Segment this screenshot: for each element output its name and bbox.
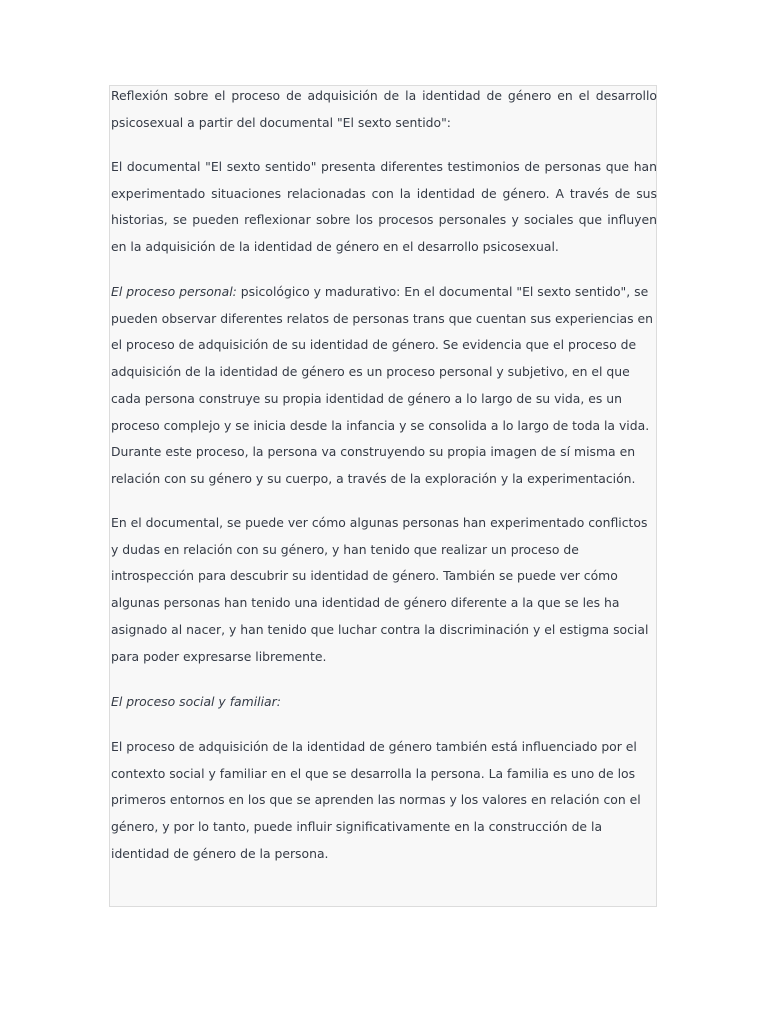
social-process-paragraph: El proceso de adquisición de la identidad de género también está influenciado por el contexto social y familiar en el que se desarrolla la persona. La familia es uno de los primeros entornos en los que se aprenden las normas y los valores en relación con el género, y por lo tanto, puede influir significativamente en la construcción de la identidad de género de la persona. <box>111 739 641 861</box>
personal-process-label: El proceso personal: <box>111 284 237 299</box>
personal-process-text: psicológico y madurativo: En el documental "El sexto sentido", se pueden observar diferentes relatos de personas trans que cuentan sus experiencias en el proceso de adquisición de su identidad de género. Se evidencia que el proceso de adquisición de la identidad de género es un proceso personal y subjetivo, en el que cada persona construye su propia identidad de género a lo largo de su vida, es un proceso complejo y se inicia desde la infancia y se consolida a lo largo de toda la vida. Durante este proceso, la persona va construyendo su propia imagen de sí misma en relación con su género y su cuerpo, a través de la exploración y la experimentación. <box>111 284 653 486</box>
personal-process-paragraph <box>111 279 657 493</box>
social-process-label-text: El proceso social y familiar: <box>111 694 281 709</box>
intro-paragraph: El documental "El sexto sentido" presenta diferentes testimonios de personas que han experimentado situaciones relacionadas con la identidad de género. A través de sus historias, se pueden reflexionar sobre los procesos personales y sociales que influyen en la adquisición de la identidad de género en el desarrollo psicosexual. <box>111 159 657 255</box>
document-text-box <box>109 85 657 907</box>
document-heading: Reflexión sobre el proceso de adquisición de la identidad de género en el desarrollo psicosexual a partir del documental "El sexto sentido": <box>111 88 657 130</box>
documental-paragraph: En el documental, se puede ver cómo algunas personas han experimentado conflictos y dudas en relación con su género, y han tenido que realizar un proceso de introspección para descubrir su identidad de género. También se puede ver cómo algunas personas han tenido una identidad de género diferente a la que se les ha asignado al nacer, y han tenido que luchar contra la discriminación y el estigma social para poder expresarse libremente. <box>111 515 649 664</box>
social-process-label <box>111 689 657 716</box>
